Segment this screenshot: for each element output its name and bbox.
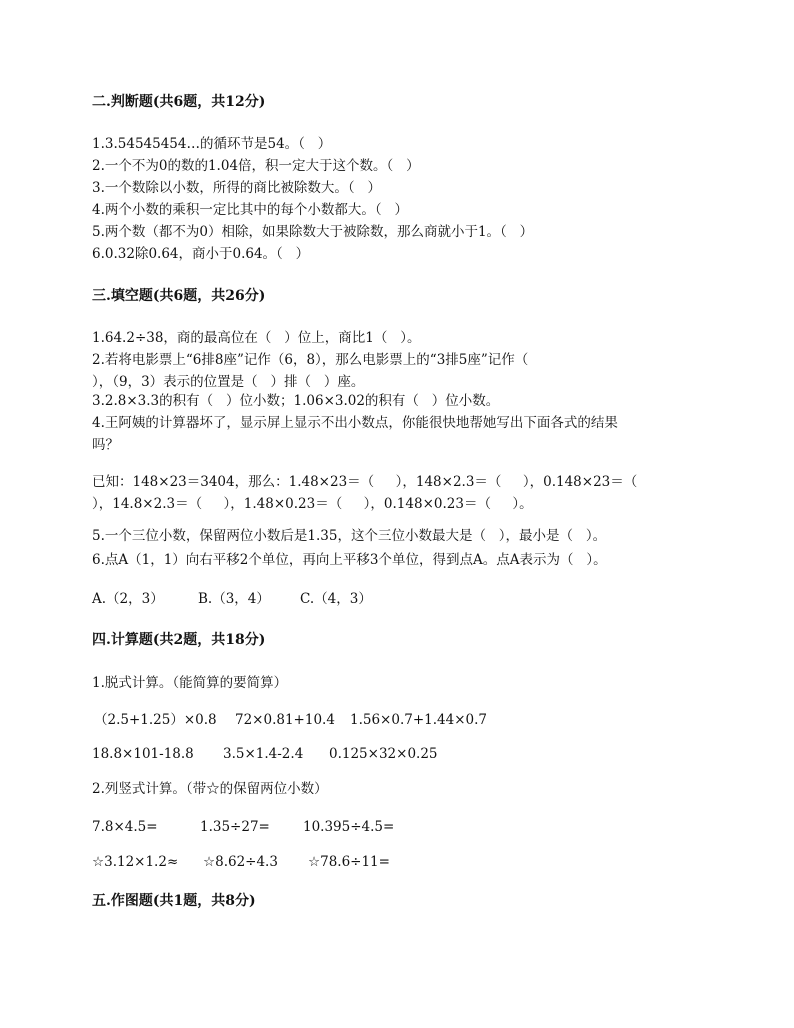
judge-item-1: 1.3.54545454…的循环节是54。（ ） bbox=[92, 136, 332, 152]
fill-item-6: 6.点A（1，1）向右平移2个单位，再向上平移3个单位，得到点A。点A表示为（ ）。 bbox=[92, 552, 607, 568]
section-4-title: 四.计算题(共2题，共18分) bbox=[92, 632, 266, 648]
judge-item-2: 2.一个不为0的数的1.04倍，积一定大于这个数。（ ） bbox=[92, 158, 420, 174]
calc-expr: 7.8×4.5= bbox=[92, 819, 158, 835]
fill-item-3: 3.2.8×3.3的积有（ ）位小数；1.06×3.02的积有（ ）位小数。 bbox=[92, 393, 500, 409]
fill-item-4-known-line-1: 已知：148×23＝3404，那么：1.48×23＝（ ），148×2.3＝（ ），0.148×23＝（ bbox=[92, 474, 638, 490]
section-2-title: 二.判断题(共6题，共12分) bbox=[92, 94, 266, 110]
calc-q1-title: 1.脱式计算。（能简算的要简算） bbox=[92, 675, 288, 691]
section-5-title: 五.作图题(共1题，共8分) bbox=[92, 893, 256, 909]
fill-item-1: 1.64.2÷38，商的最高位在（ ）位上，商比1（ ）。 bbox=[92, 330, 421, 346]
fill-item-2-line-2: ），（9，3）表示的位置是（ ）排（ ）座。 bbox=[92, 374, 365, 390]
calc-expr: ☆78.6÷11= bbox=[308, 854, 390, 870]
section-3-title: 三.填空题(共6题，共26分) bbox=[92, 288, 266, 304]
calc-expr: ☆3.12×1.2≈ bbox=[92, 854, 179, 870]
fill-item-2-line-1: 2.若将电影票上“6排8座”记作（6，8），那么电影票上的“3排5座”记作（ bbox=[92, 352, 529, 368]
option-c: C.（4，3） bbox=[300, 591, 372, 607]
calc-expr: 1.56×0.7+1.44×0.7 bbox=[350, 712, 487, 728]
judge-item-5: 5.两个数（都不为0）相除，如果除数大于被除数，那么商就小于1。（ ） bbox=[92, 224, 534, 240]
option-a: A.（2，3） bbox=[92, 591, 164, 607]
calc-expr: ☆8.62÷4.3 bbox=[203, 854, 278, 870]
fill-item-5: 5.一个三位小数，保留两位小数后是1.35，这个三位小数最大是（ ），最小是（ ）。 bbox=[92, 528, 607, 544]
judge-item-6: 6.0.32除0.64，商小于0.64。（ ） bbox=[92, 246, 310, 262]
judge-item-3: 3.一个数除以小数，所得的商比被除数大。（ ） bbox=[92, 180, 382, 196]
fill-item-4-line-1: 4.王阿姨的计算器坏了，显示屏上显示不出小数点，你能很快地帮她写出下面各式的结果 bbox=[92, 415, 618, 431]
calc-expr: 0.125×32×0.25 bbox=[329, 746, 438, 762]
fill-item-4-line-2: 吗？ bbox=[92, 437, 119, 453]
fill-item-4-known-line-2: ），14.8×2.3＝（ ），1.48×0.23＝（ ），0.148×0.23＝（ ）。 bbox=[92, 496, 533, 512]
calc-expr: 1.35÷27= bbox=[200, 819, 270, 835]
calc-expr: （2.5+1.25）×0.8 bbox=[94, 712, 217, 728]
calc-expr: 10.395÷4.5= bbox=[303, 819, 395, 835]
calc-expr: 3.5×1.4-2.4 bbox=[223, 746, 304, 762]
calc-q2-title: 2.列竖式计算。（带☆的保留两位小数） bbox=[92, 781, 328, 797]
calc-expr: 18.8×101-18.8 bbox=[92, 746, 194, 762]
option-b: B.（3，4） bbox=[198, 591, 270, 607]
calc-expr: 72×0.81+10.4 bbox=[235, 712, 335, 728]
judge-item-4: 4.两个小数的乘积一定比其中的每个小数都大。（ ） bbox=[92, 202, 409, 218]
